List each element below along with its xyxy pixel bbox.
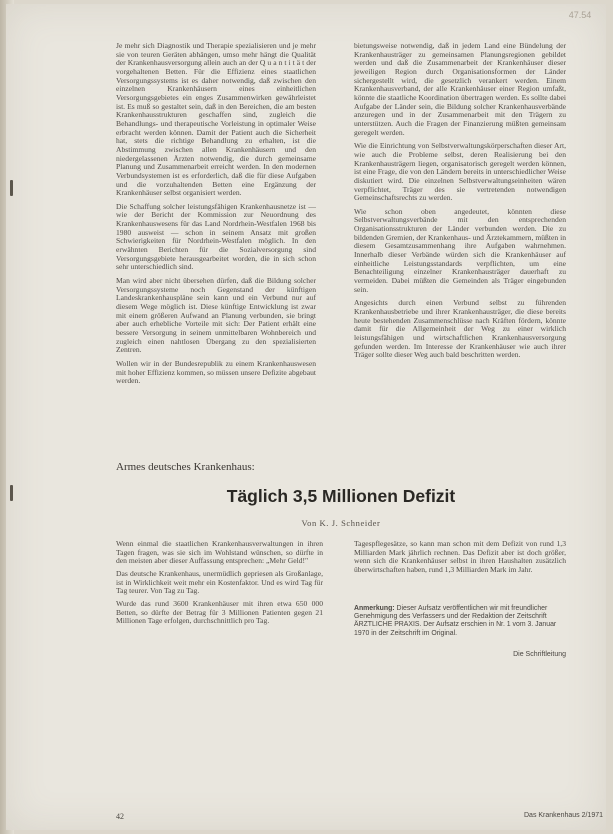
editorial-signoff: Die Schriftleitung (513, 651, 566, 658)
paragraph: Wurde das rund 3600 Krankenhäuser mit ihren etwa 650 000 Betten, so dürfte der Betrag für 3 Millionen Patienten gegen 21 Millionen Tage erfolgen, durchschnittlich pro Tag. (116, 598, 323, 626)
paragraph: Man wird aber nicht übersehen dürfen, daß die Bildung solcher Versorgungssysteme noch Gegenstand der künftigen Landeskrankenhauspläne sein kann und ein Verbund nur auf diesem Wege möglich ist. Diese künftige Entwicklung ist zwar mit einem größeren Aufwand an Planung verbunden, sie bringt aber auch erhebliche Vorteile mit sich: Der Patient erhält eine bessere Versorgung in seinem unmittelbaren Wohnbereich und zugleich einen nahtlosen Übergang zu den spezialisierten Zentren. (116, 276, 316, 355)
paragraph: Wollen wir in der Bundesrepublik zu einem Krankenhauswesen mit hoher Effizienz kommen, so müssen unsere Defizite abgebaut werden. (116, 358, 316, 386)
paragraph: Die Schaffung solcher leistungsfähigen Krankenhausnetze ist — wie der Bericht der Kommission zur Neuordnung des Krankenhauswesens für das Land Nordrhein-Westfalen 1968 bis 1980 ausweist — schon in seinem Ansatz mit großen Schwierigkeiten für Nordrhein-Westfalen möglich. In den erwähnten Berichten für die Sozialversorgung sind Versorgungsgebiete herausgearbeitet worden, die in sich schon sehr unterschiedlich sind. (116, 201, 316, 272)
publication-footer: Das Krankenhaus 2/1971 (524, 812, 603, 819)
left-text-column (116, 42, 316, 391)
note-label: Anmerkung: (354, 605, 395, 612)
article-left-column (116, 540, 323, 630)
right-text-column (354, 42, 566, 365)
paragraph: Tagespflegesätze, so kann man schon mit dem Defizit von rund 1,3 Milliarden Mark jährlich rechnen. Das Defizit aber ist doch größer, wenn sich die Krankenhäuser selbst in ihren Haushalten zusätzlich überwirtschaften haben, rund 1,3 Milliarden Mark im Jahr. (354, 539, 566, 574)
paragraph: Wie die Einrichtung von Selbstverwaltungskörperschaften dieser Art, wie auch die Probleme selbst, deren Realisierung bei den Krankenhausträgern liegen, organisatorisch geregelt werden können, ist eine Frage, die von den Ländern bereits in unterschiedlicher Weise diskutiert wird. Die einzelnen Selbstverwaltungseinheiten wären verpflichtet, Träger des sie vertretenden notwendigen Gemeinschaftsrechts zu werden. (354, 141, 566, 203)
paragraph: Angesichts durch einen Verbund selbst zu führenden Krankenhausbetriebe und ihrer Krankenhausträger, die diese bereits heute bestehenden Zusammenschlüsse nach Kräften fördern, könnte damit für die Allgemeinheit der Weg zu einer wirklich leistungsfähigen und wirtschaftlichen Krankenhausversorgung gefunden werden. Im Interesse der Krankenhäuser wie auch ihrer Träger sollte dieser Weg auch bald beschritten werden. (354, 298, 566, 360)
page-number: 42 (116, 812, 124, 821)
editorial-note (354, 605, 566, 638)
paragraph: Je mehr sich Diagnostik und Therapie spezialisieren und je mehr sie von teuren Geräten abhängen, umso mehr hängt die Qualität der Krankenhausversorgung allein auch an der Q u a n t i t ä t der vorgehaltenen Betten. Für die Effizienz eines staatlichen Versorgungssystems ist es daher notwendig, daß zwischen den einzelnen Krankenhäusern eines einheitlichen Versorgungsgebietes ein enges Zusammenwirken gewährleistet ist. Es muß so gestaltet sein, daß in den Bereichen, die am besten Krankenhausstrukturen geschaffen sind, zugleich die Behandlungs- und therapeutische Vorleistung in optimaler Weise erbracht werden können. Damit der Patient auch die Sicherheit hat, stets die richtige Behandlung zu erhalten, ist die Abstimmung zwischen allen Krankenhäusern und den niedergelassenen Ärzten notwendig, die durch gemeinsame Planung und Zusammenarbeit erreicht werden. In den modernen Verbundsystemen ist es erforderlich, daß die für diese Aufgaben und die vorzuhaltenden Betten eine Ergänzung der Krankenhäuser selbst organisiert werden. (116, 41, 316, 198)
paragraph: bietungsweise notwendig, daß in jedem Land eine Bündelung der Krankenhausträger zu gemeinsamen Planungsregionen gebildet werden und daß die Zusammenarbeit der Krankenhäuser dieser jeweiligen Region durch Organisationsformen der Länder sichergestellt wird, die gesetzlich verankert werden. Einem Krankenhausverband, der alle Krankenhäuser einer Region umfaßt, könnte die staatliche Koordination übertragen werden. Es sollte dabei Aufgabe der Länder sein, die Bildung solcher Krankenhausverbände anzuregen und in der Zusammenarbeit mit den Trägern zu unterstützen. Auch die Fragen der Finanzierung müßten gemeinsam geregelt werden. (354, 41, 566, 137)
binder-hole-mark (10, 485, 13, 501)
note-text: Dieser Aufsatz veröffentlichen wir mit freundlicher Genehmigung des Verfassers und der Redaktion der Zeitschrift ÄRZTLICHE PRAXIS. Der Aufsatz erschien in Nr. 1 vom 3. Januar 1970 in der Zeitschrift im Original. (354, 605, 557, 637)
paragraph: Wenn einmal die staatlichen Krankenhausverwaltungen in ihren Tagen fragen, was sie sich im Wohlstand wünschen, so dürfte in den meisten aber dieser Auffassung entsprechen: „Mehr Geld!" (116, 539, 323, 566)
archive-stamp: 47.54 (568, 10, 592, 20)
paragraph: Wie schon oben angedeutet, könnten diese Selbstverwaltungsverbände mit den entsprechenden Organisationsstrukturen der Länder verbunden werden. Die zu bildenden Gremien, der Krankenhaus- und Ärztekammern, müßten in diesem Gesamtzusammenhang ihre Aufgaben wahrnehmen. Innerhalb dieser Verbände würden sich die Krankenhäuser auf einheitliche Leistungsstandards verpflichten, um eine Benachteiligung einzelner Krankenhausträger dauerhaft zu vermeiden. Dabei müßten die Gemeinden als Träger eingebunden sein. (354, 206, 566, 294)
binder-hole-mark (10, 180, 13, 196)
article-right-column (354, 540, 566, 579)
section-label: Armes deutsches Krankenhaus: (116, 461, 255, 473)
article-headline: Täglich 3,5 Millionen Defizit (226, 486, 456, 506)
paragraph: Das deutsche Krankenhaus, unermüdlich gepriesen als Großanlage, ist in Wirklichkeit weit mehr ein Kostenfaktor. Und es wird Tag für Tag teurer. Von Tag zu Tag. (116, 568, 323, 596)
article-byline: Von K. J. Schneider (301, 518, 381, 528)
